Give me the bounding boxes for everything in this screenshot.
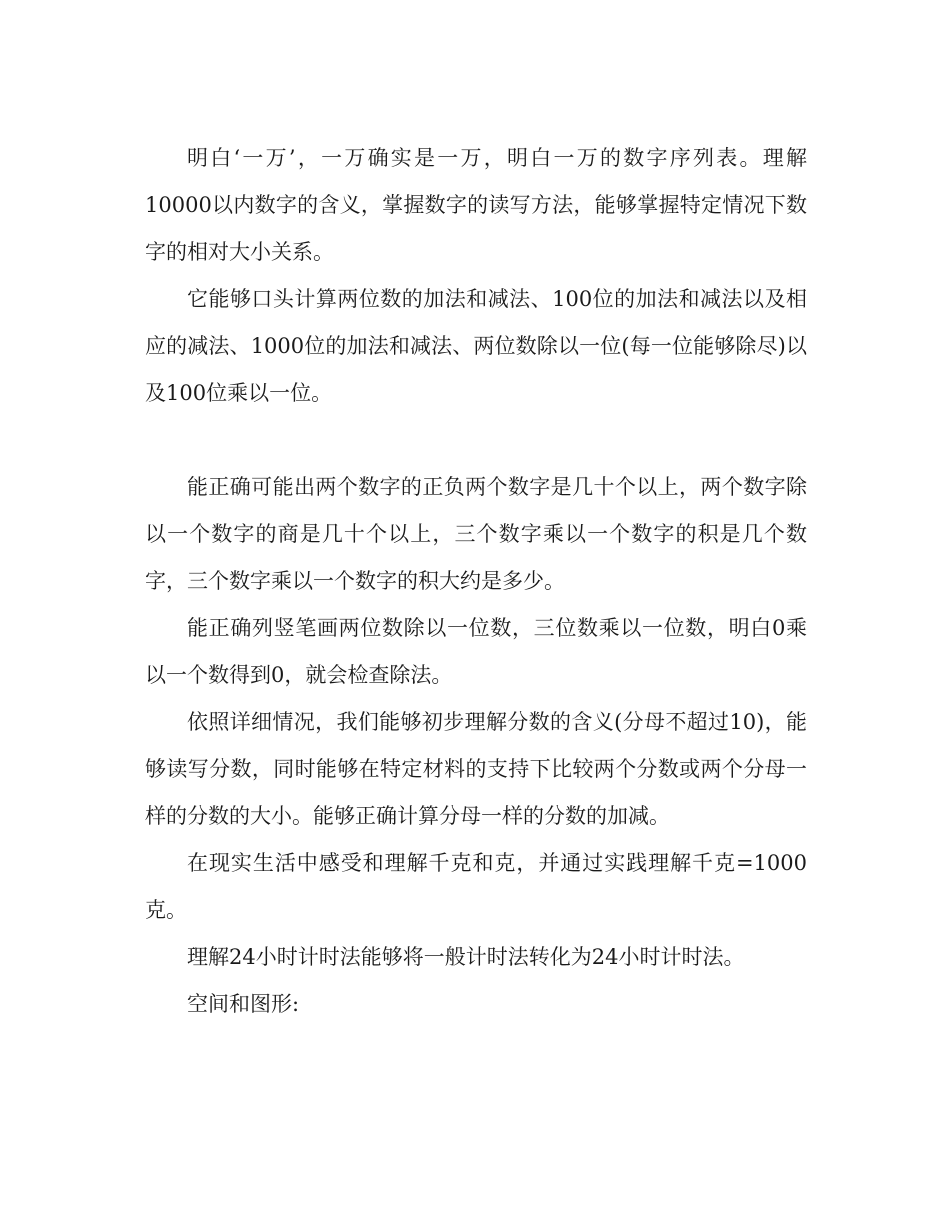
section-heading-space-and-shape: 空间和图形: <box>187 992 300 1016</box>
document-body <box>145 135 807 1028</box>
paragraph-kilograms-grams: 在现实生活中感受和理解千克和克，并通过实践理解千克=1000克。 <box>145 851 807 922</box>
paragraph-fractions: 依照详细情况，我们能够初步理解分数的含义(分母不超过10)，能够读写分数，同时能够在特定材料的支持下比较两个分数或两个分母一样的分数的大小。能够正确计算分母一样的分数的加减。 <box>145 710 807 828</box>
paragraph-24-hour-clock: 理解24小时计时法能够将一般计时法转化为24小时计时法。 <box>187 945 745 969</box>
paragraph-oral-calculation: 它能够口头计算两位数的加法和减法、100位的加法和减法以及相应的减法、1000位的加法和减法、两位数除以一位(每一位能够除尽)以及100位乘以一位。 <box>145 287 807 405</box>
paragraph-estimation: 能正确可能出两个数字的正负两个数字是几十个以上，两个数字除以一个数字的商是几十个以上，三个数字乘以一个数字的积是几个数字，三个数字乘以一个数字的积大约是多少。 <box>145 475 807 593</box>
paragraph-number-sense: 明白‘一万’，一万确实是一万，明白一万的数字序列表。理解10000以内数字的含义，掌握数字的读写方法，能够掌握特定情况下数字的相对大小关系。 <box>145 146 807 264</box>
paragraph-spacer <box>145 417 807 464</box>
paragraph-written-calculation: 能正确列竖笔画两位数除以一位数，三位数乘以一位数，明白0乘以一个数得到0，就会检查除法。 <box>145 616 807 687</box>
